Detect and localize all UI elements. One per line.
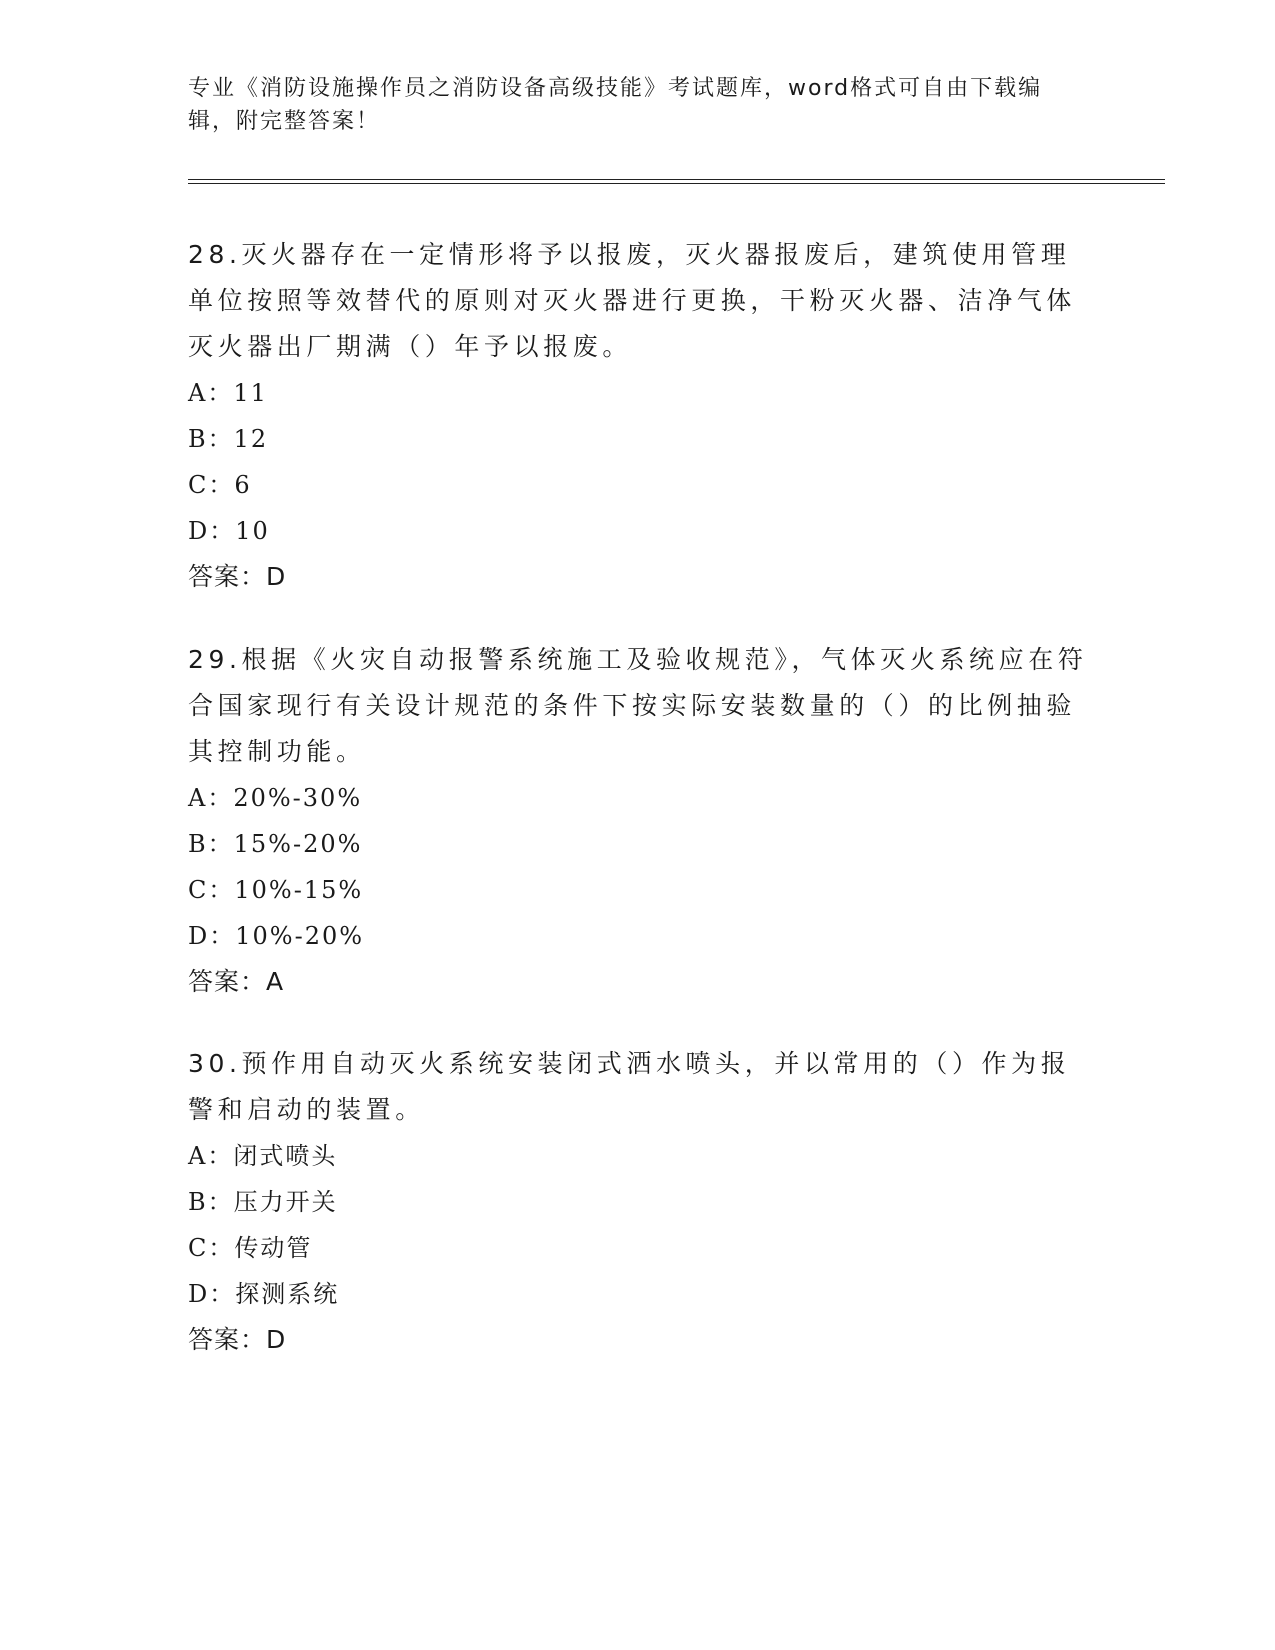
question-29 [188,637,1088,1005]
option-c: C：传动管 [188,1234,313,1262]
option-b: B：15%-20% [188,830,363,858]
answer: 答案：A [188,967,285,996]
question-text: 29.根据《火灾自动报警系统施工及验收规范》，气体灭火系统应在符合国家现行有关设计规范的条件下按实际安装数量的（）的比例抽验其控制功能。 [188,645,1088,766]
option-d: D：10%-20% [188,922,365,950]
question-text: 28.灭火器存在一定情形将予以报废，灭火器报废后，建筑使用管理单位按照等效替代的原则对灭火器进行更换，干粉灭火器、洁净气体灭火器出厂期满（）年予以报废。 [188,240,1077,361]
option-d: D：10 [188,517,270,545]
option-b: B：压力开关 [188,1188,338,1216]
document-header: 专业《消防设施操作员之消防设备高级技能》考试题库，word格式可自由下载编辑，附完整答案！ [188,76,1043,134]
option-d: D：探测系统 [188,1280,340,1308]
header-divider-top [188,179,1165,180]
answer: 答案：D [188,562,287,591]
option-c: C：6 [188,471,252,499]
option-c: C：10%-15% [188,876,364,904]
header-divider-bottom [188,183,1165,184]
question-28 [188,232,1088,600]
answer: 答案：D [188,1325,287,1354]
option-a: A：11 [188,379,268,407]
option-a: A：20%-30% [188,784,363,812]
option-b: B：12 [188,425,269,453]
question-text: 30.预作用自动灭火系统安装闭式洒水喷头，并以常用的（）作为报警和启动的装置。 [188,1049,1071,1124]
option-a: A：闭式喷头 [188,1142,338,1170]
question-30 [188,1041,1088,1363]
